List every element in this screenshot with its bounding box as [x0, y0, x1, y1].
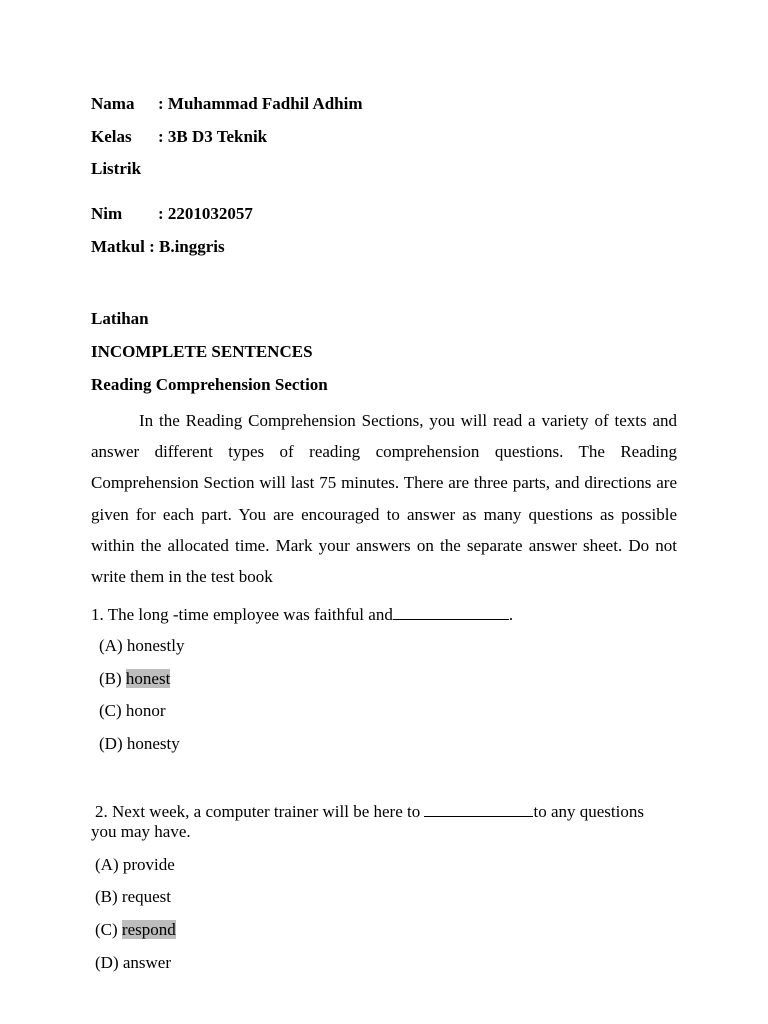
option-letter: (B) — [95, 887, 118, 906]
option-letter: (D) — [95, 953, 119, 972]
question-2-blank — [424, 800, 533, 817]
question-2-suffix: to any questions — [533, 802, 644, 821]
question-1-option-b — [99, 669, 170, 689]
option-text: honestly — [126, 636, 185, 655]
question-1-blank — [393, 603, 509, 620]
latihan-heading: Latihan — [91, 309, 149, 328]
nama-label: Nama — [91, 94, 135, 113]
option-letter: (C) — [99, 701, 122, 720]
option-letter: (C) — [95, 920, 118, 939]
question-2-continuation: you may have. — [91, 822, 191, 841]
option-text: honor — [125, 701, 166, 720]
option-text: honesty — [126, 734, 180, 753]
nama-line — [91, 94, 363, 114]
nim-value: : 2201032057 — [158, 204, 253, 223]
question-1-stem — [91, 603, 513, 625]
nama-value: : Muhammad Fadhil Adhim — [158, 94, 363, 113]
option-text: provide — [122, 855, 175, 874]
subsection-heading: Reading Comprehension Section — [91, 375, 328, 394]
option-text: answer — [122, 953, 172, 972]
kelas-label: Kelas — [91, 127, 132, 146]
question-1-prefix: 1. The long -time employee was faithful and — [91, 605, 393, 624]
highlighted-answer: respond — [121, 920, 176, 939]
question-2-option-d — [95, 953, 171, 973]
kelas-value: : 3B D3 Teknik — [158, 127, 268, 146]
question-1-option-a — [99, 636, 184, 656]
intro-text: In the Reading Comprehension Sections, you will read a variety of texts and answer different types of reading comprehension questions. The Reading Comprehension Section will last 75 minutes. There are three parts, and directions are given for each part. You are encouraged to answer as many questions as possible within the allocated time. Mark your answers on the separate answer sheet. Do not write them in the test book — [91, 411, 677, 587]
option-letter: (A) — [95, 855, 119, 874]
highlighted-answer: honest — [125, 669, 171, 688]
nim-line — [91, 204, 253, 224]
intro-paragraph — [91, 405, 677, 592]
question-2-prefix: 2. Next week, a computer trainer will be here to — [95, 802, 421, 821]
option-text: request — [121, 887, 172, 906]
matkul-line: Matkul : B.inggris — [91, 237, 225, 256]
question-2-option-c — [95, 920, 176, 940]
section-heading: INCOMPLETE SENTENCES — [91, 342, 313, 361]
question-2-option-b — [95, 887, 171, 907]
option-letter: (B) — [99, 669, 122, 688]
question-1-suffix: . — [508, 605, 514, 624]
kelas-line — [91, 127, 267, 147]
option-letter: (D) — [99, 734, 123, 753]
question-1-option-d — [99, 734, 180, 754]
question-2-option-a — [95, 855, 175, 875]
kelas-continuation: Listrik — [91, 159, 142, 178]
nim-label: Nim — [91, 204, 123, 223]
question-2-stem — [95, 800, 644, 822]
question-1-option-c — [99, 701, 166, 721]
option-letter: (A) — [99, 636, 123, 655]
